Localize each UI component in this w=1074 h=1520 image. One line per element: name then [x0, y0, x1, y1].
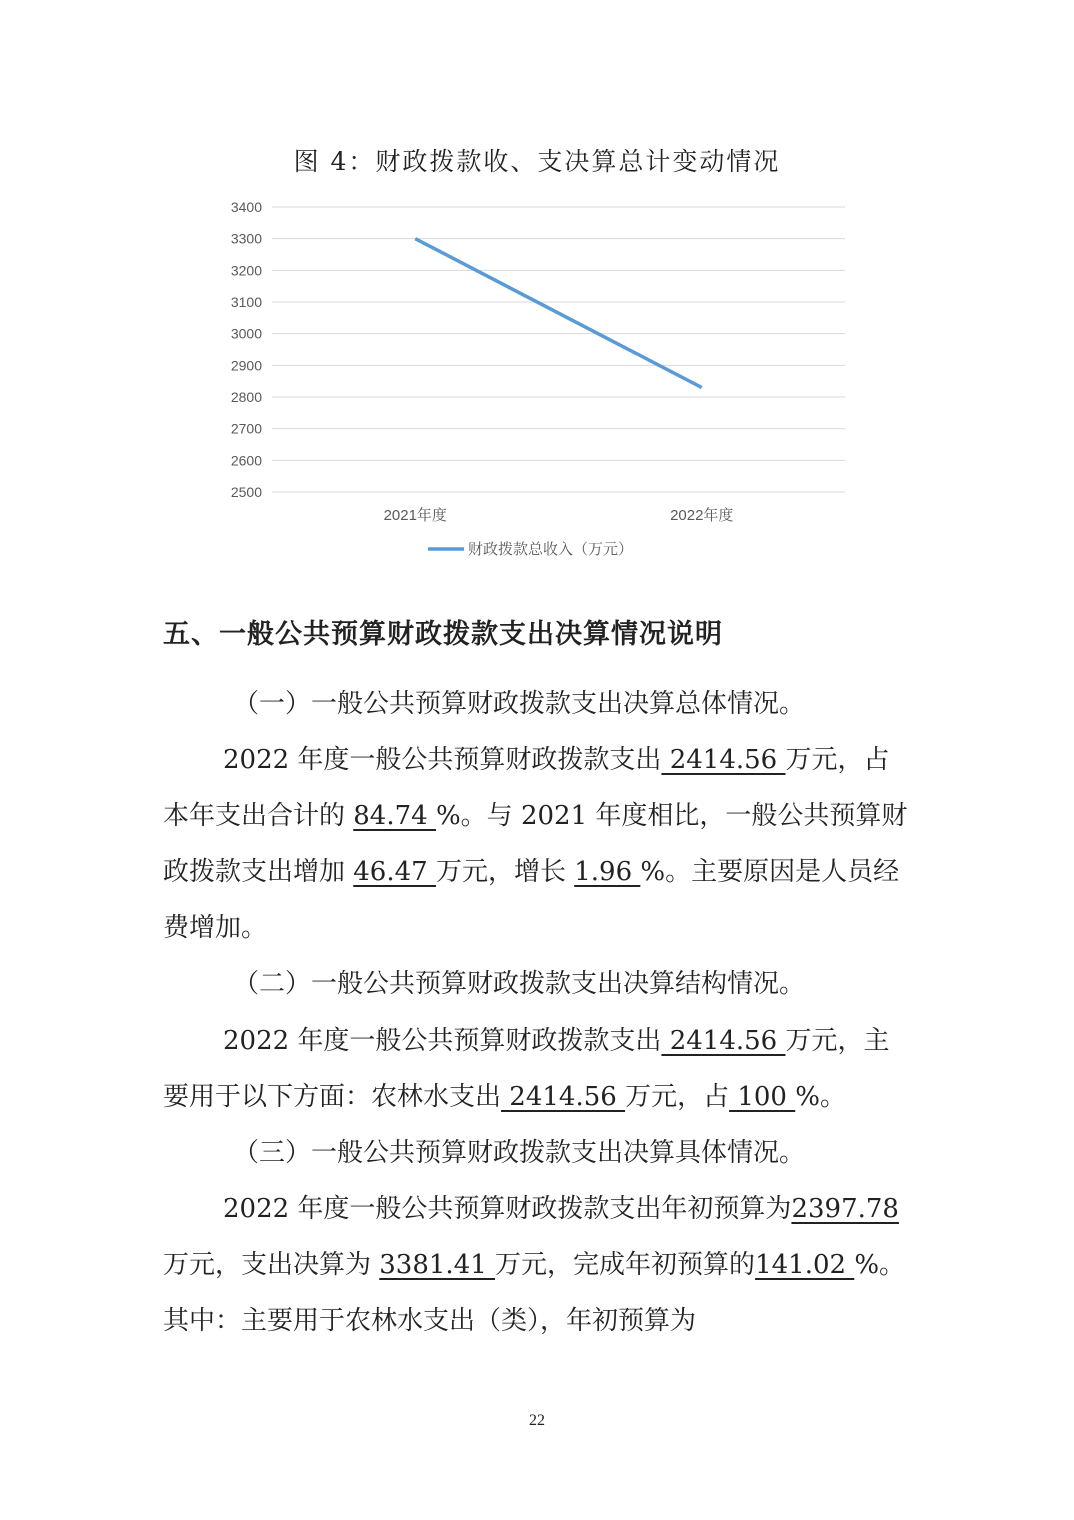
p3-value-budget: 2397.78: [791, 1194, 899, 1224]
section-heading: 五、一般公共预算财政拨款支出决算情况说明: [163, 619, 723, 650]
p1-value-increase: 46.47: [353, 857, 436, 887]
p3-value-completion: 141.02: [755, 1250, 855, 1280]
x-tick-label: 2022年度: [670, 507, 734, 524]
p1-value-expenditure: 2414.56: [661, 745, 786, 775]
paragraph-3: [163, 1181, 915, 1349]
paragraph-2: [163, 1013, 915, 1125]
p3-value-final: 3381.41: [379, 1250, 496, 1280]
p1-text-5: %。主要原因是人员经费增加。: [163, 857, 900, 943]
figure-title: 图 4：财政拨款收、支决算总计变动情况: [293, 147, 781, 176]
p3-text-3: 万元，完成年初预算的: [495, 1250, 756, 1280]
p1-text-3: %。与 2021 年度相比，一般公共预算财政拨款支出增加: [163, 801, 908, 887]
chart-y-ticks: [231, 199, 262, 500]
chart-legend: [428, 540, 633, 558]
p3-text-1: 2022 年度一般公共预算财政拨款支出年初预算为: [223, 1194, 792, 1224]
p2-text-1: 2022 年度一般公共预算财政拨款支出: [223, 1026, 662, 1056]
paragraph-1: [163, 732, 915, 956]
y-tick-label: 3100: [230, 294, 262, 310]
y-tick-label: 3200: [230, 262, 262, 279]
subheading-3: （三）一般公共预算财政拨款支出决算具体情况。: [233, 1138, 806, 1168]
p2-value-share: 100: [729, 1082, 796, 1112]
subheading-2: （二）一般公共预算财政拨款支出决算结构情况。: [233, 969, 806, 999]
y-tick-label: 3000: [230, 325, 262, 342]
p1-text-4: 万元，增长: [435, 857, 575, 887]
p1-text-1: 2022 年度一般公共预算财政拨款支出: [223, 745, 662, 775]
p2-value-expenditure: 2414.56: [661, 1026, 786, 1056]
y-tick-label: 3400: [230, 199, 262, 215]
legend-label: 财政拨款总收入（万元）: [468, 540, 634, 558]
p2-text-2: 万元，主要用于以下方面：农林水支出: [163, 1026, 890, 1112]
y-tick-label: 3300: [230, 230, 262, 247]
y-tick-label: 2700: [230, 420, 262, 437]
p2-value-agri: 2414.56: [501, 1082, 626, 1112]
subheading-1: （一）一般公共预算财政拨款支出决算总体情况。: [233, 689, 806, 719]
y-tick-label: 2600: [230, 452, 262, 469]
p3-text-4: %。其中：主要用于农林水支出（类），年初预算为: [163, 1250, 906, 1336]
line-chart: [220, 192, 860, 572]
p1-text-2: 万元，占本年支出合计的: [163, 745, 890, 831]
y-tick-label: 2800: [230, 389, 262, 405]
x-tick-label: 2021年度: [383, 507, 447, 524]
chart-x-ticks: [384, 506, 734, 524]
p2-text-4: %。: [795, 1082, 846, 1112]
page-number: 22: [529, 1412, 545, 1429]
chart-gridlines: [272, 207, 845, 492]
y-tick-label: 2900: [230, 357, 262, 374]
p3-text-2: 万元，支出决算为: [163, 1250, 380, 1280]
p2-text-3: 万元，占: [625, 1082, 730, 1112]
p1-value-growth: 1.96: [574, 857, 641, 887]
p1-value-share: 84.74: [353, 801, 436, 831]
y-tick-label: 2500: [230, 484, 262, 500]
